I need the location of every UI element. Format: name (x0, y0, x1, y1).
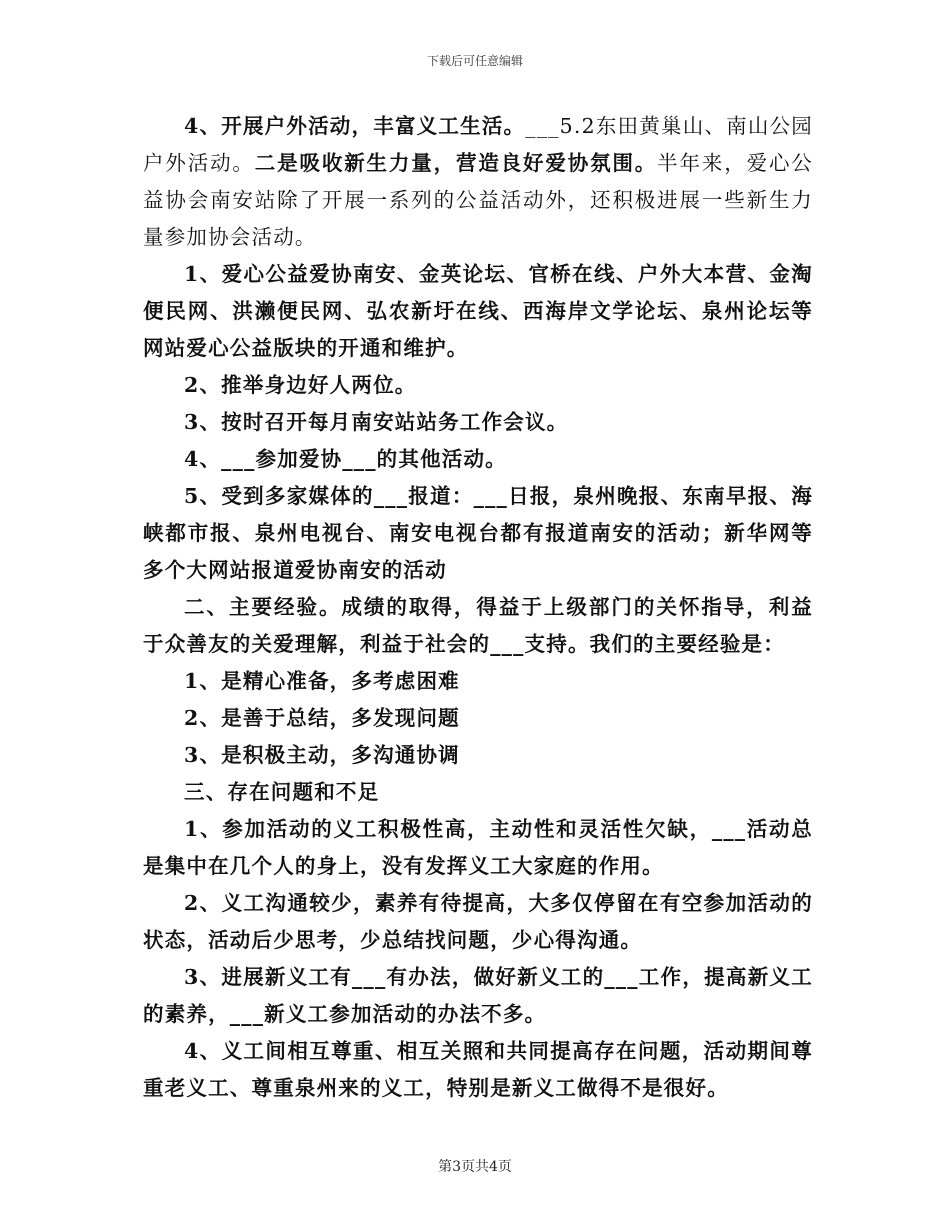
paragraph (143, 663, 813, 700)
paragraph-text-segment: 二、主要经验。成绩的取得，得益于上级部门的关怀指导，利益于众善友的关爱理解，利益于社会的___支持。我们的主要经验是： (143, 595, 813, 656)
paragraph (143, 737, 813, 774)
paragraph-text-segment: 二是吸收新生力量，营造良好爱协氛围。 (254, 151, 658, 175)
paragraph-text-segment: 1、是精心准备，多考虑困难 (184, 669, 460, 693)
paragraph-text-segment: ___5.2东田黄巢山、南山公园户外活动。 (143, 114, 813, 175)
paragraph (143, 959, 813, 1033)
paragraph (143, 404, 813, 441)
paragraph-text-segment: 4、___参加爱协___的其他活动。 (184, 447, 507, 471)
paragraph-text-segment: 1、爱心公益爱协南安、金英论坛、官桥在线、户外大本营、金淘便民网、洪濑便民网、弘农新圩在线、西海岸文学论坛、泉州论坛等网站爱心公益版块的开通和维护。 (143, 262, 813, 360)
paragraph-text-segment: 5、受到多家媒体的___报道：___日报，泉州晚报、东南早报、海峡都市报、泉州电视台、南安电视台都有报道南安的活动；新华网等多个大网站报道爱协南安的活动 (143, 484, 813, 582)
page-footer: 第3页共4页 (438, 1159, 512, 1175)
paragraph (143, 811, 813, 885)
page-header-note: 下载后可任意编辑 (426, 54, 523, 68)
paragraph-text-segment: 4、义工间相互尊重、相互关照和共同提高存在问题，活动期间尊重老义工、尊重泉州来的义工，特别是新义工做得不是很好。 (143, 1039, 813, 1100)
paragraph (143, 1033, 813, 1107)
paragraph (143, 256, 813, 367)
paragraph-text-segment: 2、推举身边好人两位。 (184, 373, 417, 397)
paragraph (143, 885, 813, 959)
paragraph (143, 441, 813, 478)
paragraph-text-segment: 半年来，爱心公益协会南安站除了开展一系列的公益活动外，还积极进展一些新生力量参加协会活动。 (143, 151, 813, 249)
paragraph (143, 774, 813, 811)
paragraph-text-segment: 3、按时召开每月南安站站务工作会议。 (184, 410, 569, 434)
paragraph (143, 700, 813, 737)
paragraph-text-segment: 3、进展新义工有___有办法，做好新义工的___工作，提高新义工的素养，___新义工参加活动的办法不多。 (143, 965, 813, 1026)
paragraph-text-segment: 三、存在问题和不足 (184, 780, 380, 804)
paragraph-text-segment: 3、是积极主动，多沟通协调 (184, 743, 460, 767)
paragraph (143, 367, 813, 404)
paragraph-text-segment: 2、是善于总结，多发现问题 (184, 706, 460, 730)
document-body (143, 108, 813, 1107)
paragraph-text-segment: 2、义工沟通较少，素养有待提高，大多仅停留在有空参加活动的状态，活动后少思考，少总结找问题，少心得沟通。 (143, 891, 813, 952)
paragraph-text-segment: 1、参加活动的义工积极性高，主动性和灵活性欠缺，___活动总是集中在几个人的身上，没有发挥义工大家庭的作用。 (143, 817, 813, 878)
paragraph-text-segment: 4、开展户外活动，丰富义工生活。 (184, 114, 526, 138)
paragraph (143, 589, 813, 663)
paragraph (143, 478, 813, 589)
paragraph (143, 108, 813, 256)
